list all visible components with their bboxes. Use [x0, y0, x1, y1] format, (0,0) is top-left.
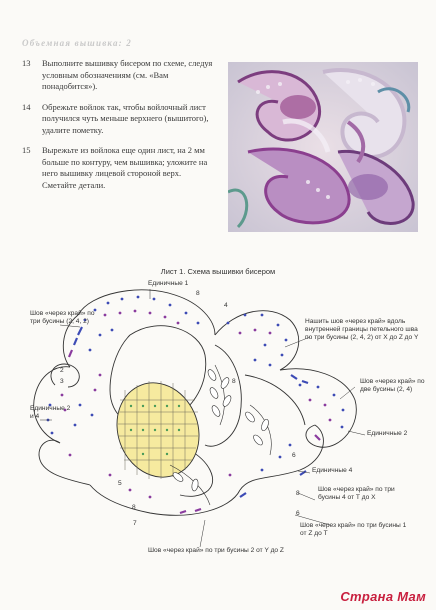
step-number: 14: [22, 101, 31, 112]
step-text: Выполните вышивку бисером по схеме, следуя условным обозначениям (см. «Вам понадобится»).: [42, 58, 213, 91]
num-label: 4: [224, 302, 228, 309]
label-edge-stitch-left: Шов «через край» по три бусины (2, 4, 2): [30, 310, 95, 325]
num-label: 7: [133, 520, 137, 527]
embroidery-photo: [228, 62, 418, 232]
label-single-1: Единичные 1: [148, 280, 189, 287]
num-label: 8: [232, 378, 236, 385]
num-label: 3: [60, 378, 64, 385]
num-label: 2: [60, 367, 64, 374]
label-four-beads: Шов «через край» по три бусины 4 от Т до Х: [318, 486, 395, 501]
num-label: 6: [292, 452, 296, 459]
num-label: 8: [296, 490, 300, 497]
num-label: 8: [196, 290, 200, 297]
page-header: Объемная вышивка: 2: [22, 38, 133, 48]
label-two-beads: Шов «через край» по две бусины (2, 4): [360, 378, 425, 393]
label-z-t: Шов «через край» по три бусины 1 от Z до Т: [300, 522, 407, 537]
watermark-logo: Страна Мам: [340, 589, 426, 604]
label-single-2-4: Единичные 2 и 4: [30, 405, 71, 420]
num-label: 6: [296, 510, 300, 517]
label-single-2: Единичные 2: [367, 430, 408, 437]
step-15: [22, 145, 217, 191]
diagram-title: Лист 1. Схема вышивки бисером: [160, 267, 276, 276]
num-label: 5: [118, 480, 122, 487]
step-14: [22, 102, 217, 137]
step-number: 13: [22, 58, 31, 68]
instruction-steps: [22, 58, 217, 200]
label-y-z: Шов «через край» по три бусины 2 от Y до Z: [148, 547, 284, 554]
num-label: 8: [132, 504, 136, 511]
label-nashit: Нашить шов «через край» вдоль внутренней границы петельного шва по три бусины (2, 4, 2) от Х до Z до Y: [305, 318, 419, 341]
step-text: Обрежьте войлок так, чтобы войлочный лист получился чуть меньше верхнего (вышитого), удалите пометку.: [42, 101, 209, 135]
step-text: Вырежьте из войлока еще один лист, на 2 мм больше по контуру, чем вышивка; уложите на него вышивку лицевой стороной верх. Сметайте детали.: [42, 145, 208, 190]
label-single-4: Единичные 4: [312, 467, 353, 474]
step-number: 15: [22, 145, 31, 155]
step-13: [22, 58, 217, 93]
